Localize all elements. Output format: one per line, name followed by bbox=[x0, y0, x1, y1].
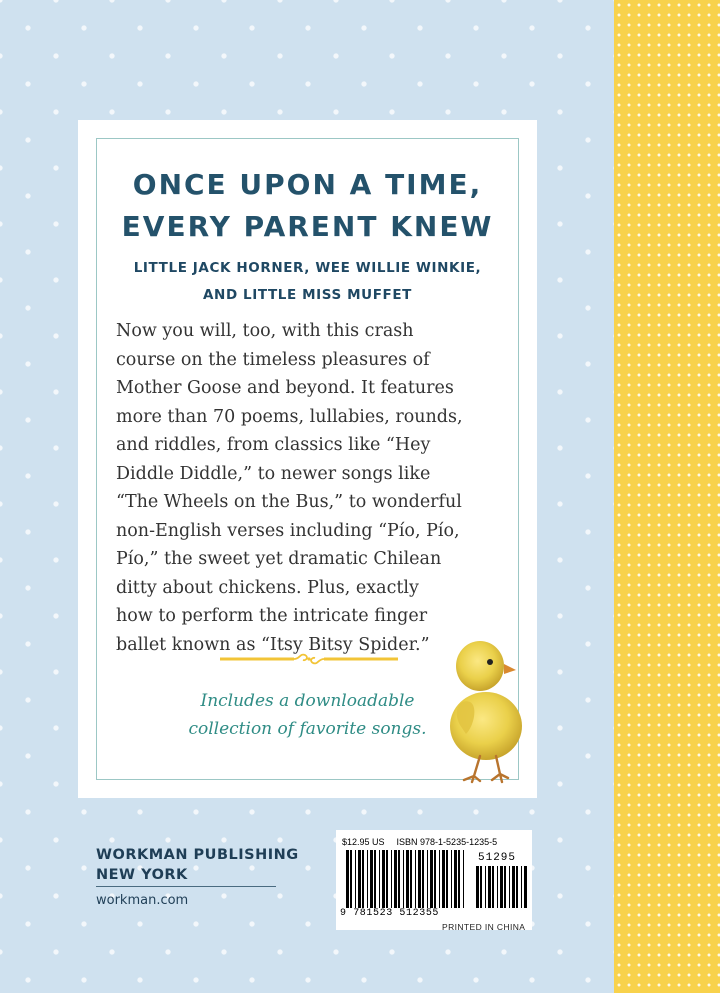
spine-dots bbox=[614, 0, 720, 993]
body-line: Mother Goose and beyond. It features bbox=[116, 378, 454, 398]
barcode-bar bbox=[422, 850, 424, 908]
body-line: ballet known as “Itsy Bitsy Spider.” bbox=[116, 634, 430, 655]
barcode-bar bbox=[451, 850, 452, 908]
barcode-bar bbox=[504, 866, 506, 908]
note-line: collection of favorite songs. bbox=[188, 719, 427, 739]
body-text bbox=[116, 317, 508, 659]
printed-in: PRINTED IN CHINA bbox=[442, 922, 526, 932]
barcode-bar bbox=[463, 850, 464, 908]
publisher-city: NEW YORK bbox=[96, 867, 188, 883]
price: $12.95 US bbox=[342, 837, 385, 847]
barcode-bar bbox=[516, 866, 518, 908]
publisher-divider bbox=[96, 886, 276, 887]
barcode-bar bbox=[427, 850, 428, 908]
body-line: and riddles, from classics like “Hey bbox=[116, 435, 431, 455]
barcode-bar bbox=[386, 850, 388, 908]
body-line: ditty about chickens. Plus, exactly bbox=[116, 577, 419, 598]
publisher-name: WORKMAN PUBLISHING bbox=[96, 847, 299, 863]
barcode-bar bbox=[382, 850, 385, 908]
barcode-bar bbox=[355, 850, 356, 908]
isbn: ISBN 978-1-5235-1235-5 bbox=[396, 837, 498, 847]
barcode-bar bbox=[524, 866, 527, 908]
publisher-block bbox=[96, 845, 299, 885]
subhead-line: LITTLE JACK HORNER, WEE WILLIE WINKIE, bbox=[133, 260, 482, 276]
barcode-bar bbox=[442, 850, 445, 908]
barcode-bar bbox=[362, 850, 364, 908]
headline-line: ONCE UPON A TIME, bbox=[132, 168, 483, 201]
barcode-bar bbox=[346, 850, 349, 908]
subhead bbox=[78, 255, 537, 309]
ornament-divider-icon bbox=[220, 651, 398, 667]
barcode-bar bbox=[488, 866, 491, 908]
subhead-line: AND LITTLE MISS MUFFET bbox=[203, 287, 412, 303]
barcode-bar bbox=[480, 866, 482, 908]
barcode-bar bbox=[391, 850, 392, 908]
barcode-bar bbox=[446, 850, 448, 908]
body-line: Pío,” the sweet yet dramatic Chilean bbox=[116, 549, 442, 569]
barcode-bar bbox=[454, 850, 457, 908]
barcode-box bbox=[336, 830, 532, 930]
note-line: Includes a downloadable bbox=[200, 691, 415, 711]
headline-line: EVERY PARENT KNEW bbox=[121, 210, 494, 243]
barcode-bar bbox=[485, 866, 486, 908]
barcode-bar bbox=[492, 866, 494, 908]
barcode-bar bbox=[430, 850, 433, 908]
body-line: course on the timeless pleasures of bbox=[116, 349, 430, 370]
barcode-bar bbox=[350, 850, 352, 908]
barcode-bar bbox=[415, 850, 416, 908]
barcode-bar bbox=[509, 866, 510, 908]
body-line: Now you will, too, with this crash bbox=[116, 321, 414, 341]
body-line: non-English verses including “Pío, Pío, bbox=[116, 520, 460, 541]
barcode-bar bbox=[358, 850, 361, 908]
barcode-bar bbox=[497, 866, 498, 908]
publisher-url: workman.com bbox=[96, 893, 189, 908]
barcode-bar bbox=[500, 866, 503, 908]
barcode-bar bbox=[434, 850, 436, 908]
body-line: how to perform the intricate finger bbox=[116, 606, 428, 626]
price-code: 51295 bbox=[478, 852, 517, 864]
barcode-bar bbox=[458, 850, 460, 908]
barcode-bar bbox=[439, 850, 440, 908]
headline bbox=[78, 164, 537, 248]
barcode-bar bbox=[418, 850, 421, 908]
barcode-bar bbox=[370, 850, 373, 908]
barcode-bar bbox=[398, 850, 400, 908]
body-line: more than 70 poems, lullabies, rounds, bbox=[116, 406, 463, 427]
barcode-bar bbox=[476, 866, 479, 908]
body-line: “The Wheels on the Bus,” to wonderful bbox=[116, 492, 462, 512]
barcode-bar bbox=[512, 866, 515, 908]
barcode-bar bbox=[410, 850, 412, 908]
barcode-bar bbox=[379, 850, 380, 908]
barcode-bar bbox=[374, 850, 376, 908]
barcode-bar bbox=[406, 850, 409, 908]
barcode-bar bbox=[403, 850, 404, 908]
body-line: Diddle Diddle,” to newer songs like bbox=[116, 463, 431, 484]
barcode-bar bbox=[367, 850, 368, 908]
barcode-bar bbox=[521, 866, 522, 908]
chick-icon bbox=[430, 630, 540, 785]
barcode-digits: 9 781523 512355 bbox=[340, 908, 440, 919]
barcode-bar bbox=[394, 850, 397, 908]
